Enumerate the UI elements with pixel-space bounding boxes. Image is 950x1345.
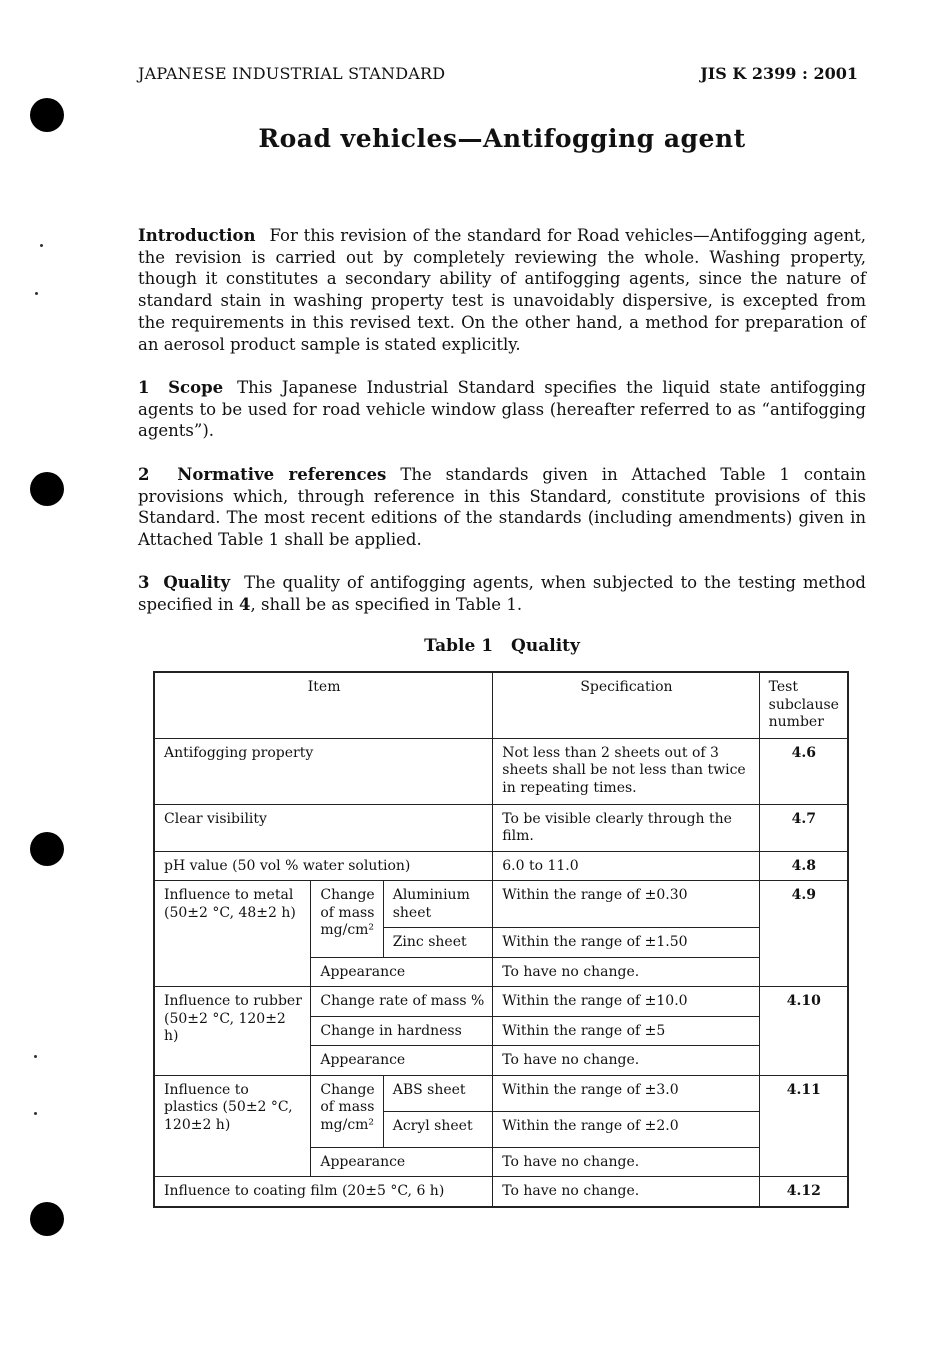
- specification-cell: Within the range of ±10.0: [493, 987, 759, 1017]
- quality-heading: Quality: [163, 573, 231, 592]
- introduction-paragraph: [138, 225, 866, 355]
- subclause-cell: 4.7: [759, 804, 848, 851]
- specification-cell: Within the range of ±5: [493, 1016, 759, 1046]
- introduction-text: For this revision of the standard for Road vehicles—Antifogging agent, the revision is carried out by completely reviewing the whole. Washing property, though it constitutes a secondary ability of antifogging agents, since the nature of standard stain in washing property test is unavoidably dispersive, is excepted from the requirements in this revised text. On the other hand, a method for preparation of an aerosol product sample is stated explicitly.: [138, 226, 866, 354]
- table-row: [154, 851, 848, 881]
- quality-paragraph: [138, 572, 866, 615]
- item-cell: Clear visibility: [154, 804, 493, 851]
- quality-text: The quality of antifogging agents, when subjected to the testing method specified in: [138, 573, 866, 614]
- table-row: [154, 738, 848, 804]
- specification-cell: Within the range of ±2.0: [493, 1111, 759, 1147]
- item-cell: Influence to rubber (50±2 °C, 120±2 h): [154, 987, 311, 1076]
- item-cell: Influence to metal (50±2 °C, 48±2 h): [154, 881, 311, 987]
- table-caption-label: Table 1: [424, 636, 494, 656]
- unit-label: mg/cm²: [320, 922, 375, 938]
- material-cell: Zinc sheet: [383, 928, 493, 958]
- normative-text: The standards given in Attached Table 1 contain provisions which, through reference in this Standard, constitute provisions of this Standard. The most recent editions of the standards (including amendments) given in Attached Table 1 shall be applied.: [138, 465, 866, 550]
- subclause-cell: 4.6: [759, 738, 848, 804]
- item-cell: Antifogging property: [154, 738, 493, 804]
- normative-number: 2: [138, 465, 150, 484]
- scan-speck: [40, 244, 43, 247]
- table-row: [154, 881, 848, 928]
- specification-cell: Within the range of ±1.50: [493, 928, 759, 958]
- table-row: [154, 987, 848, 1017]
- document-title: Road vehicles—Antifogging agent: [258, 124, 746, 153]
- property-cell: Change in hardness: [311, 1016, 493, 1046]
- scope-paragraph: [138, 377, 866, 442]
- quality-table: [153, 671, 849, 1208]
- header-test-subclause: Test subclause number: [759, 672, 848, 738]
- change-of-mass-label: Change of mass: [320, 1081, 375, 1115]
- unit-label: mg/cm²: [320, 1116, 375, 1133]
- binder-hole-mark: [30, 832, 64, 866]
- quality-text-end: , shall be as specified in Table 1.: [250, 594, 523, 614]
- quality-clause-ref: 4: [239, 594, 251, 614]
- header-specification: Specification: [493, 672, 759, 738]
- specification-cell: To be visible clearly through the film.: [493, 804, 759, 851]
- scan-speck: [35, 292, 38, 295]
- specification-cell: To have no change.: [493, 1046, 759, 1076]
- header-item: Item: [154, 672, 493, 738]
- scan-speck: [34, 1055, 37, 1058]
- scope-heading: Scope: [168, 378, 224, 397]
- change-of-mass-cell: [311, 881, 383, 958]
- material-cell: Acryl sheet: [383, 1111, 493, 1147]
- standard-number: JIS K 2399 : 2001: [700, 64, 858, 83]
- normative-paragraph: [138, 464, 866, 551]
- table-row: [154, 1075, 848, 1111]
- subclause-cell: 4.11: [759, 1075, 848, 1177]
- specification-cell: To have no change.: [493, 1147, 759, 1177]
- property-cell: [311, 987, 493, 1017]
- item-cell: pH value (50 vol % water solution): [154, 851, 493, 881]
- specification-cell: Within the range of ±3.0: [493, 1075, 759, 1111]
- subclause-cell: 4.10: [759, 987, 848, 1076]
- introduction-heading: Introduction: [138, 226, 256, 245]
- specification-cell: Within the range of ±0.30: [493, 881, 759, 928]
- specification-cell: 6.0 to 11.0: [493, 851, 759, 881]
- standard-header: JAPANESE INDUSTRIAL STANDARD: [138, 64, 446, 83]
- property-cell: Appearance: [311, 1046, 493, 1076]
- table-row: [154, 1177, 848, 1207]
- table-header-row: [154, 672, 848, 738]
- change-of-mass-label: Change of mass: [320, 887, 375, 921]
- scope-text: This Japanese Industrial Standard specifies the liquid state antifogging agents to be used for road vehicle window glass (hereafter referred to as “antifogging agents”).: [138, 378, 866, 441]
- property-cell: Appearance: [311, 957, 493, 987]
- property-cell: Appearance: [311, 1147, 493, 1177]
- unit-label: %: [470, 993, 485, 1009]
- property-label: Change rate of mass: [320, 993, 467, 1009]
- item-cell: Influence to plastics (50±2 °C, 120±2 h): [154, 1075, 311, 1177]
- subclause-cell: 4.8: [759, 851, 848, 881]
- subclause-cell: 4.9: [759, 881, 848, 987]
- normative-heading: Normative references: [177, 465, 387, 484]
- specification-cell: To have no change.: [493, 957, 759, 987]
- table-row: [154, 804, 848, 851]
- specification-cell: To have no change.: [493, 1177, 759, 1207]
- item-cell: Influence to coating film (20±5 °C, 6 h): [154, 1177, 493, 1207]
- binder-hole-mark: [30, 1202, 64, 1236]
- scope-number: 1: [138, 378, 150, 397]
- table-caption-title: Quality: [511, 636, 580, 656]
- material-cell: ABS sheet: [383, 1075, 493, 1111]
- binder-hole-mark: [30, 472, 64, 506]
- table-caption: [0, 636, 950, 656]
- material-cell: Aluminium sheet: [383, 881, 493, 928]
- specification-cell: Not less than 2 sheets out of 3 sheets shall be not less than twice in repeating times.: [493, 738, 759, 804]
- change-of-mass-cell: [311, 1075, 383, 1147]
- subclause-cell: 4.12: [759, 1177, 848, 1207]
- quality-number: 3: [138, 573, 150, 592]
- scan-speck: [34, 1112, 37, 1115]
